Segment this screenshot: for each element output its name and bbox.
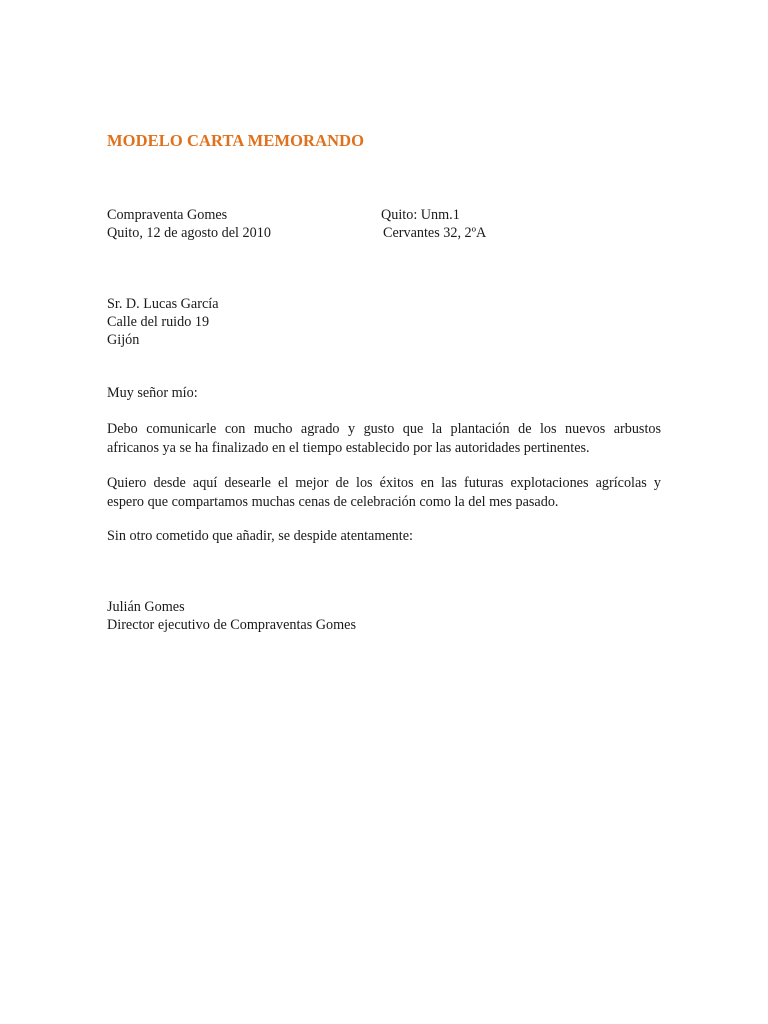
recipient-name: Sr. D. Lucas García (107, 296, 219, 312)
paragraph-2-line-2: espero que compartamos muchas cenas de celebración como la del mes pasado. (107, 493, 559, 510)
signature-name: Julián Gomes (107, 599, 185, 615)
recipient-street: Calle del ruido 19 (107, 314, 210, 330)
closing-line: Sin otro cometido que añadir, se despide atentamente: (107, 528, 413, 544)
sender-company: Compraventa Gomes (107, 207, 228, 223)
greeting: Muy señor mío: (107, 385, 198, 401)
body-paragraph-2 (107, 474, 661, 511)
reference-code: Quito: Unm.1 (381, 207, 460, 223)
sender-place-date: Quito, 12 de agosto del 2010 (107, 225, 271, 241)
paragraph-1-line-2: africanos ya se ha finalizado en el tiempo establecido por las autoridades pertinentes. (107, 439, 590, 456)
body-paragraph-1 (107, 420, 661, 457)
paragraph-2-line-1: Quiero desde aquí desearle el mejor de los éxitos en las futuras explotaciones agrícolas y (107, 475, 661, 491)
signature-position: Director ejecutivo de Compraventas Gomes (107, 617, 356, 633)
paragraph-1-line-1: Debo comunicarle con mucho agrado y gusto que la plantación de los nuevos arbustos (107, 421, 661, 437)
recipient-city: Gijón (107, 332, 140, 348)
reference-address: Cervantes 32, 2ºA (383, 225, 487, 241)
document-title: MODELO CARTA MEMORANDO (107, 131, 365, 150)
